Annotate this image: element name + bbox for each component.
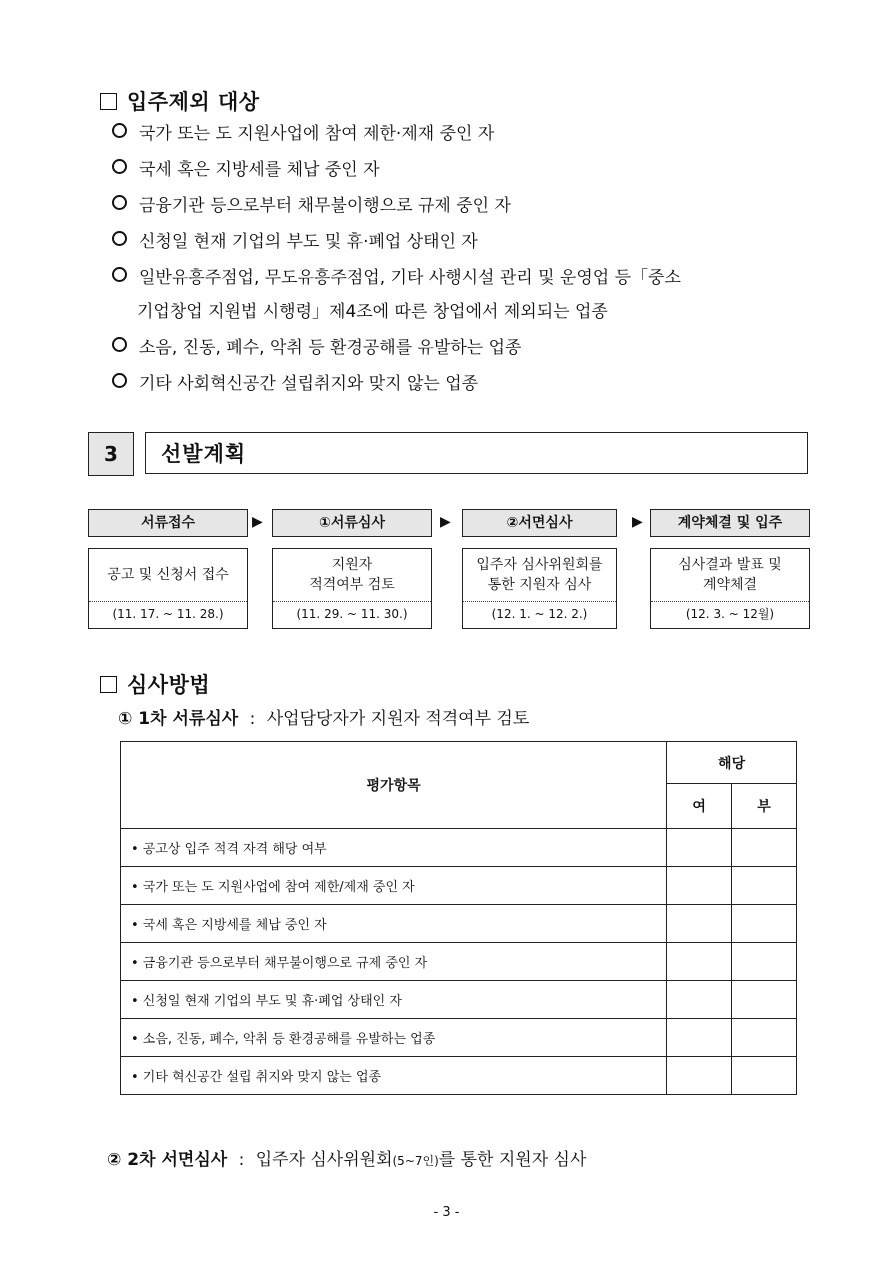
no-cell[interactable] bbox=[732, 867, 797, 905]
section-title: 선발계획 bbox=[145, 432, 808, 474]
step-date: (11. 29. ~ 11. 30.) bbox=[296, 607, 408, 621]
header-yes: 여 bbox=[667, 784, 732, 829]
table-row: • 국세 혹은 지방세를 체납 중인 자 bbox=[121, 905, 797, 943]
step2-line bbox=[107, 1145, 586, 1170]
exclusion-item: 기타 사회혁신공간 설립취지와 맞지 않는 업종 bbox=[112, 368, 478, 401]
arrow-right-icon: ▶ bbox=[252, 514, 263, 530]
exclusion-item-continued: 기업창업 지원법 시행령」제4조에 따른 창업에서 제외되는 업종 bbox=[137, 302, 608, 322]
no-cell[interactable] bbox=[732, 905, 797, 943]
step2-text-b: 를 통한 지원자 심사 bbox=[438, 1150, 587, 1170]
table-row: • 기타 혁신공간 설립 취지와 맞지 않는 업종 bbox=[121, 1057, 797, 1095]
circle-bullet-icon bbox=[112, 231, 127, 246]
step-head-2: ①서류심사 bbox=[272, 509, 432, 537]
exclusion-item: 소음, 진동, 폐수, 악취 등 환경공해를 유발하는 업종 bbox=[112, 332, 521, 365]
yes-cell[interactable] bbox=[667, 943, 732, 981]
evaluation-table bbox=[120, 741, 797, 1095]
no-cell[interactable] bbox=[732, 829, 797, 867]
step-desc: 적격여부 검토 bbox=[309, 577, 395, 593]
method-title: 심사방법 bbox=[127, 673, 211, 697]
yes-cell[interactable] bbox=[667, 981, 732, 1019]
exclusion-item: 신청일 현재 기업의 부도 및 휴·폐업 상태인 자 bbox=[112, 226, 478, 259]
step-body-1 bbox=[88, 548, 248, 629]
exclusion-title: 입주제외 대상 bbox=[127, 90, 260, 114]
step-head-4: 계약체결 및 입주 bbox=[650, 509, 810, 537]
section-number: 3 bbox=[88, 432, 134, 476]
step-body-4 bbox=[650, 548, 810, 629]
circle-bullet-icon bbox=[112, 159, 127, 174]
section-3-header bbox=[88, 432, 810, 476]
step-desc: 심사결과 발표 및 bbox=[678, 557, 782, 573]
circle-bullet-icon bbox=[112, 373, 127, 388]
table-row: • 신청일 현재 기업의 부도 및 휴·폐업 상태인 자 bbox=[121, 981, 797, 1019]
step-head-1: 서류접수 bbox=[88, 509, 248, 537]
step-date: (11. 17. ~ 11. 28.) bbox=[112, 607, 224, 621]
no-cell[interactable] bbox=[732, 1019, 797, 1057]
yes-cell[interactable] bbox=[667, 905, 732, 943]
exclusion-item: 국세 혹은 지방세를 체납 중인 자 bbox=[112, 154, 380, 187]
yes-cell[interactable] bbox=[667, 829, 732, 867]
step2-label: ② 2차 서면심사 bbox=[107, 1150, 228, 1170]
step-desc: 공고 및 신청서 접수 bbox=[107, 567, 229, 583]
no-cell[interactable] bbox=[732, 981, 797, 1019]
no-cell[interactable] bbox=[732, 943, 797, 981]
header-no: 부 bbox=[732, 784, 797, 829]
yes-cell[interactable] bbox=[667, 867, 732, 905]
table-row: • 공고상 입주 적격 자격 해당 여부 bbox=[121, 829, 797, 867]
circle-bullet-icon bbox=[112, 123, 127, 138]
step1-sep: : bbox=[249, 709, 256, 729]
step-body-2 bbox=[272, 548, 432, 629]
step1-line bbox=[118, 704, 529, 729]
step-body-3 bbox=[462, 548, 617, 629]
step-desc: 지원자 bbox=[331, 557, 373, 573]
no-cell[interactable] bbox=[732, 1057, 797, 1095]
yes-cell[interactable] bbox=[667, 1019, 732, 1057]
yes-cell[interactable] bbox=[667, 1057, 732, 1095]
step-desc: 통한 지원자 심사 bbox=[487, 577, 592, 593]
step-desc: 계약체결 bbox=[702, 577, 758, 593]
table-row: • 소음, 진동, 폐수, 악취 등 환경공해를 유발하는 업종 bbox=[121, 1019, 797, 1057]
step1-text: 사업담당자가 지원자 적격여부 검토 bbox=[266, 709, 530, 729]
arrow-right-icon: ▶ bbox=[440, 514, 451, 530]
method-heading bbox=[100, 669, 210, 699]
step2-text-a: 입주자 심사위원회 bbox=[255, 1150, 393, 1170]
table-row: • 금융기관 등으로부터 채무불이행으로 규제 중인 자 bbox=[121, 943, 797, 981]
step-date: (12. 1. ~ 12. 2.) bbox=[491, 607, 588, 621]
page-number: - 3 - bbox=[433, 1205, 460, 1220]
table-row: • 국가 또는 도 지원사업에 참여 제한/제재 중인 자 bbox=[121, 867, 797, 905]
circle-bullet-icon bbox=[112, 337, 127, 352]
step2-text-small: (5~7인) bbox=[392, 1154, 439, 1168]
exclusion-heading bbox=[100, 86, 260, 116]
step-head-3: ②서면심사 bbox=[462, 509, 617, 537]
step2-sep: : bbox=[238, 1150, 245, 1170]
header-applicable: 해당 bbox=[667, 742, 797, 784]
step-date: (12. 3. ~ 12월) bbox=[685, 607, 775, 621]
exclusion-item: 금융기관 등으로부터 채무불이행으로 규제 중인 자 bbox=[112, 190, 511, 223]
header-item: 평가항목 bbox=[121, 742, 667, 829]
step-desc: 입주자 심사위원회를 bbox=[476, 557, 603, 573]
arrow-right-icon: ▶ bbox=[632, 514, 643, 530]
circle-bullet-icon bbox=[112, 195, 127, 210]
circle-bullet-icon bbox=[112, 267, 127, 282]
exclusion-item: 일반유흥주점업, 무도유흥주점업, 기타 사행시설 관리 및 운영업 등「중소 bbox=[112, 262, 681, 295]
checkbox-square-icon bbox=[100, 676, 117, 693]
exclusion-item: 국가 또는 도 지원사업에 참여 제한·제재 중인 자 bbox=[112, 118, 494, 151]
checkbox-square-icon bbox=[100, 93, 117, 110]
step1-label: ① 1차 서류심사 bbox=[118, 709, 239, 729]
